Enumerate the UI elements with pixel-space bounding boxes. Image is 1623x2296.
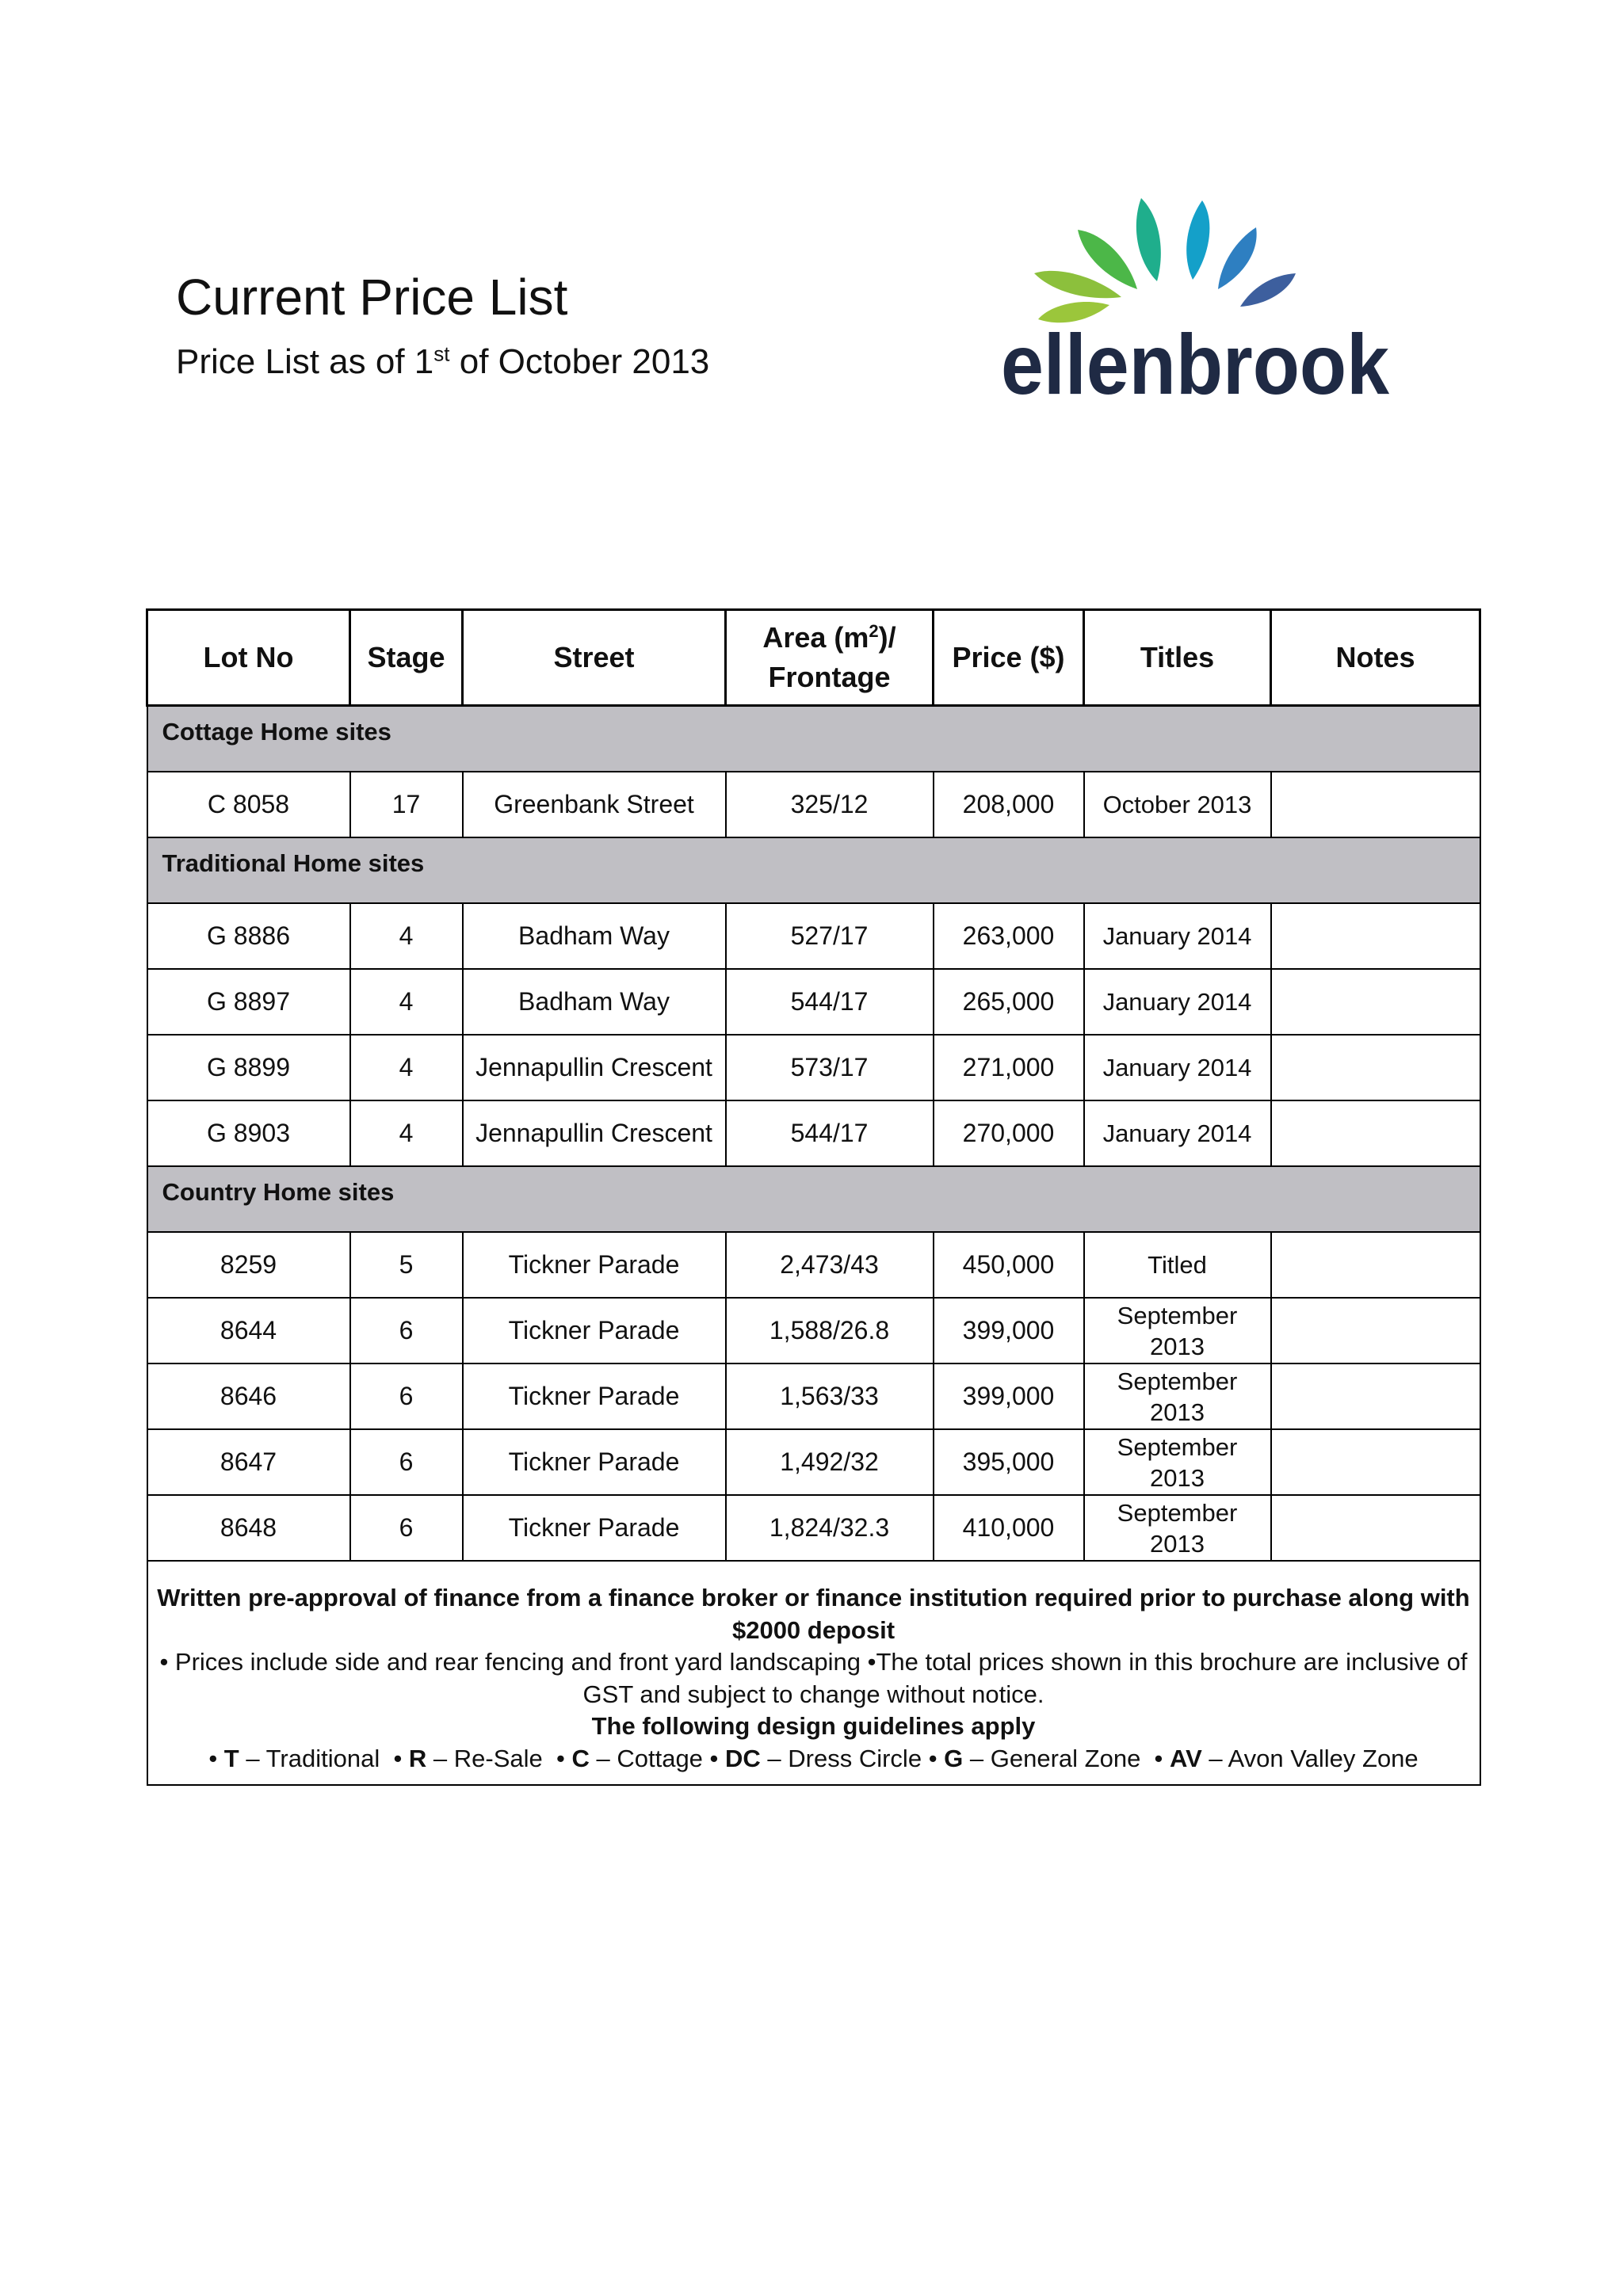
cell-stage: 6: [350, 1495, 463, 1561]
cell-price: 271,000: [934, 1035, 1084, 1100]
area-suffix: )/: [878, 621, 896, 654]
cell-notes: [1271, 1232, 1480, 1298]
legend-item: • C – Cottage: [556, 1744, 703, 1772]
area-prefix: Area (m: [762, 621, 869, 654]
cell-area: 1,563/33: [726, 1363, 934, 1429]
table-row: [147, 1232, 1480, 1298]
cell-area: 573/17: [726, 1035, 934, 1100]
cell-lot: 8647: [147, 1429, 350, 1495]
cell-price: 265,000: [934, 969, 1084, 1035]
cell-notes: [1271, 1100, 1480, 1166]
cell-titles: September 2013: [1084, 1363, 1271, 1429]
cell-notes: [1271, 969, 1480, 1035]
legend-item: • T – Traditional: [208, 1744, 380, 1772]
section-label: Cottage Home sites: [147, 706, 1480, 772]
cell-street: Jennapullin Crescent: [463, 1035, 726, 1100]
page-subtitle: [176, 337, 709, 387]
col-header-lot: Lot No: [147, 610, 350, 706]
logo-leaf-2: [1034, 271, 1121, 298]
cell-titles: January 2014: [1084, 1035, 1271, 1100]
cell-lot: 8644: [147, 1298, 350, 1363]
cell-area: 2,473/43: [726, 1232, 934, 1298]
subtitle-suffix: of October 2013: [449, 342, 710, 381]
cell-notes: [1271, 1495, 1480, 1561]
legend-item: • AV – Avon Valley Zone: [1154, 1744, 1419, 1772]
cell-stage: 6: [350, 1298, 463, 1363]
area-line2: Frontage: [768, 661, 891, 693]
legend-code: G: [944, 1744, 964, 1772]
cell-notes: [1271, 903, 1480, 969]
cell-price: 270,000: [934, 1100, 1084, 1166]
section-row-traditional: [147, 837, 1480, 903]
logo-leaf-5: [1186, 200, 1209, 280]
cell-lot: 8259: [147, 1232, 350, 1298]
cell-stage: 17: [350, 772, 463, 837]
cell-price: 263,000: [934, 903, 1084, 969]
cell-area: 544/17: [726, 969, 934, 1035]
cell-street: Badham Way: [463, 903, 726, 969]
cell-lot: G 8897: [147, 969, 350, 1035]
section-label: Country Home sites: [147, 1166, 1480, 1232]
cell-stage: 4: [350, 903, 463, 969]
cell-notes: [1271, 1363, 1480, 1429]
cell-price: 208,000: [934, 772, 1084, 837]
cell-street: Tickner Parade: [463, 1232, 726, 1298]
finance-note: Written pre-approval of finance from a finance broker or finance institution required prior to purchase along with $2000 deposit: [157, 1584, 1470, 1644]
table-row: [147, 969, 1480, 1035]
footer-row: [147, 1561, 1480, 1785]
legend-item: • G – General Zone: [928, 1744, 1141, 1772]
cell-titles: September 2013: [1084, 1495, 1271, 1561]
logo-wordmark: ellenbrook: [1001, 316, 1390, 408]
section-row-country: [147, 1166, 1480, 1232]
col-header-stage: Stage: [350, 610, 463, 706]
cell-titles: January 2014: [1084, 903, 1271, 969]
cell-stage: 4: [350, 969, 463, 1035]
cell-stage: 6: [350, 1363, 463, 1429]
cell-titles: September 2013: [1084, 1429, 1271, 1495]
legend-label: Dress Circle: [788, 1744, 922, 1772]
cell-area: 1,824/32.3: [726, 1495, 934, 1561]
section-row-cottage: [147, 706, 1480, 772]
cell-notes: [1271, 1429, 1480, 1495]
legend-code: C: [571, 1744, 590, 1772]
table-row: [147, 1495, 1480, 1561]
cell-street: Tickner Parade: [463, 1363, 726, 1429]
table-row: [147, 1429, 1480, 1495]
col-header-titles: Titles: [1084, 610, 1271, 706]
legend-label: Avon Valley Zone: [1228, 1744, 1419, 1772]
page-title: Current Price List: [176, 269, 568, 326]
logo-leaf-6: [1218, 227, 1257, 289]
cell-lot: G 8903: [147, 1100, 350, 1166]
cell-lot: G 8899: [147, 1035, 350, 1100]
legend-code: DC: [725, 1744, 761, 1772]
cell-notes: [1271, 1035, 1480, 1100]
legend-item: • DC – Dress Circle: [709, 1744, 922, 1772]
cell-price: 395,000: [934, 1429, 1084, 1495]
logo-leaf-7: [1240, 273, 1296, 307]
table-row: [147, 1100, 1480, 1166]
cell-titles: January 2014: [1084, 1100, 1271, 1166]
logo-leaf-4: [1136, 198, 1161, 281]
cell-street: Greenbank Street: [463, 772, 726, 837]
cell-stage: 6: [350, 1429, 463, 1495]
col-header-price: Price ($): [934, 610, 1084, 706]
cell-lot: 8648: [147, 1495, 350, 1561]
subtitle-prefix: Price List as of 1: [176, 342, 434, 381]
prices-note: • Prices include side and rear fencing and front yard landscaping •The total prices shown in this brochure are inclusive of GST and subject to change without notice.: [159, 1648, 1468, 1708]
cell-price: 399,000: [934, 1298, 1084, 1363]
legend-label: Re-Sale: [453, 1744, 543, 1772]
legend-item: • R – Re-Sale: [393, 1744, 543, 1772]
guidelines-legend: [156, 1743, 1472, 1775]
cell-street: Badham Way: [463, 969, 726, 1035]
table-row: [147, 1035, 1480, 1100]
cell-titles: October 2013: [1084, 772, 1271, 837]
price-table: [146, 608, 1481, 1786]
legend-code: T: [223, 1744, 239, 1772]
subtitle-ordinal: st: [433, 341, 450, 366]
cell-area: 325/12: [726, 772, 934, 837]
cell-titles: September 2013: [1084, 1298, 1271, 1363]
cell-street: Tickner Parade: [463, 1298, 726, 1363]
cell-titles: Titled: [1084, 1232, 1271, 1298]
cell-price: 450,000: [934, 1232, 1084, 1298]
cell-stage: 4: [350, 1100, 463, 1166]
logo-leaves: [1034, 198, 1296, 322]
table-row: [147, 1363, 1480, 1429]
section-label: Traditional Home sites: [147, 837, 1480, 903]
table-header-row: [147, 610, 1480, 706]
cell-street: Tickner Parade: [463, 1429, 726, 1495]
cell-stage: 5: [350, 1232, 463, 1298]
cell-lot: G 8886: [147, 903, 350, 969]
col-header-area: [726, 610, 934, 706]
cell-notes: [1271, 1298, 1480, 1363]
footer-notes: [147, 1561, 1480, 1785]
area-sup: 2: [869, 621, 879, 641]
cell-street: Tickner Parade: [463, 1495, 726, 1561]
guidelines-heading: The following design guidelines apply: [591, 1712, 1036, 1740]
ellenbrook-logo: [995, 186, 1399, 408]
table-row: [147, 903, 1480, 969]
cell-lot: 8646: [147, 1363, 350, 1429]
legend-code: R: [408, 1744, 427, 1772]
cell-notes: [1271, 772, 1480, 837]
legend-label: Traditional: [265, 1744, 380, 1772]
cell-area: 1,492/32: [726, 1429, 934, 1495]
cell-price: 399,000: [934, 1363, 1084, 1429]
legend-label: Cottage: [617, 1744, 703, 1772]
col-header-notes: Notes: [1271, 610, 1480, 706]
col-header-street: Street: [463, 610, 726, 706]
table-row: [147, 772, 1480, 837]
legend-code: AV: [1170, 1744, 1202, 1772]
cell-area: 527/17: [726, 903, 934, 969]
legend-label: General Zone: [990, 1744, 1141, 1772]
cell-price: 410,000: [934, 1495, 1084, 1561]
cell-titles: January 2014: [1084, 969, 1271, 1035]
cell-street: Jennapullin Crescent: [463, 1100, 726, 1166]
cell-stage: 4: [350, 1035, 463, 1100]
cell-area: 544/17: [726, 1100, 934, 1166]
cell-lot: C 8058: [147, 772, 350, 837]
table-row: [147, 1298, 1480, 1363]
cell-area: 1,588/26.8: [726, 1298, 934, 1363]
